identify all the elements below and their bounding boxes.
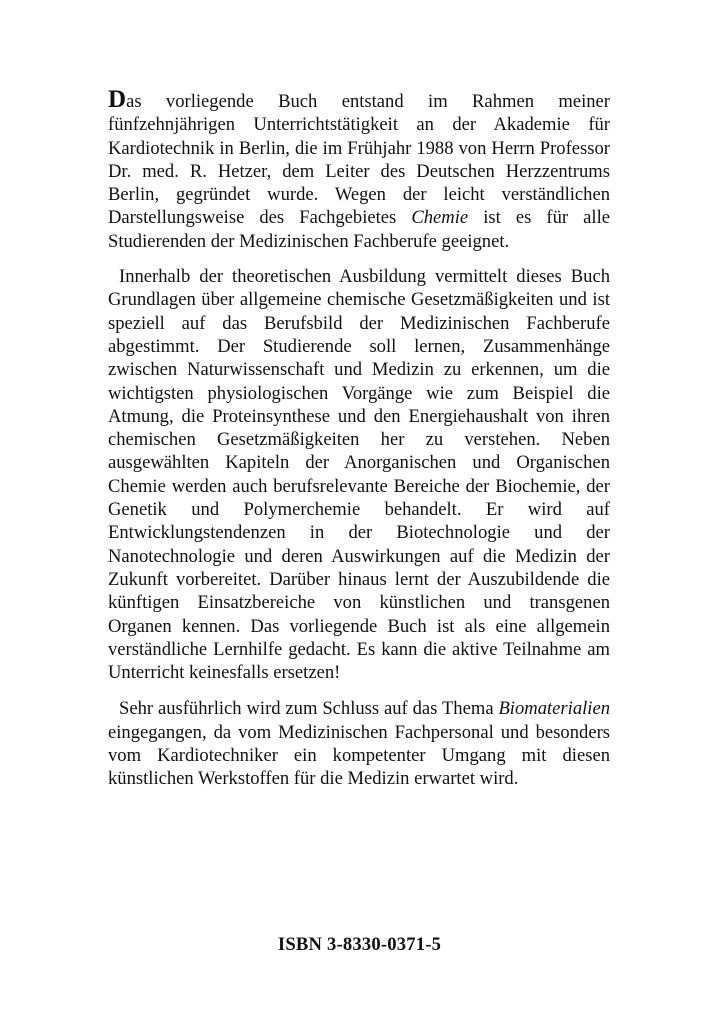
paragraph-content: Innerhalb der theoretischen Ausbildung vermittelt dieses Buch Grundlagen über allgemeine chemische Gesetzmäßigkeiten und ist speziell auf das Berufsbild der Medizinischen Fachberufe abgestimmt. Der Studierende soll lernen, Zusammenhänge zwischen Naturwissenschaft und Medizin zu erkennen, um die wichtigsten physiologischen Vorgänge wie zum Beispiel die Atmung, die Proteinsynthese und den Energiehaushalt von ihren chemischen Gesetzmäßigkeiten her zu verstehen. Neben ausgewählten Kapiteln der Anorganischen und Organischen Chemie werden auch berufsrelevante Bereiche der Biochemie, der Genetik und Polymerchemie behandelt. Er wird auf Entwicklungstendenzen in der Biotechnologie und der Nanotechnologie und deren Auswirkungen auf die Medizin der Zukunft vorbereitet. Darüber hinaus lernt der Auszubildende die künftigen Einsatzbereiche von künstlichen und transgenen Organen kennen. Das vorliegende Buch ist als eine allgemein verständliche Lernhilfe gedacht. Es kann die aktive Teilnahme am Unterricht keinesfalls ersetzen! [108, 266, 610, 684]
topic-emphasis: Biomaterialien [498, 698, 610, 720]
paragraph-closing-text-b: eingegangen, da vom Medizinischen Fachpersonal und besonders vom Kardiotechniker ein kompetenter Umgang mit diesen künstlichen Werkstoffen für die Medizin erwartet wird. [108, 721, 610, 790]
paragraph-intro [108, 88, 610, 253]
paragraph-intro-text-a: as vorliegende Buch entstand im Rahmen meiner fünfzehnjährigen Unterrichtstätigkeit an der Akademie für Kardiotechnik in Berlin, die im Frühjahr 1988 von Herrn Professor Dr. med. R. Hetzer, dem Leiter des Deutschen Herzzentrums Berlin, gegründet wurde. Wegen der leicht verständlichen Darstellungsweise des Fachgebietes [108, 91, 610, 229]
isbn-label: ISBN 3-8330-0371-5 [277, 934, 442, 955]
subject-emphasis: Chemie [411, 207, 469, 229]
back-cover-text [108, 88, 610, 791]
initial-letter: D [108, 86, 127, 113]
paragraph-intro-text-b: ist es für alle Studierenden der Medizinischen Fachberufe geeignet. [108, 207, 610, 252]
paragraph-closing [108, 697, 610, 790]
paragraph-closing-text-a: Sehr ausführlich wird zum Schluss auf das Thema [119, 698, 499, 720]
